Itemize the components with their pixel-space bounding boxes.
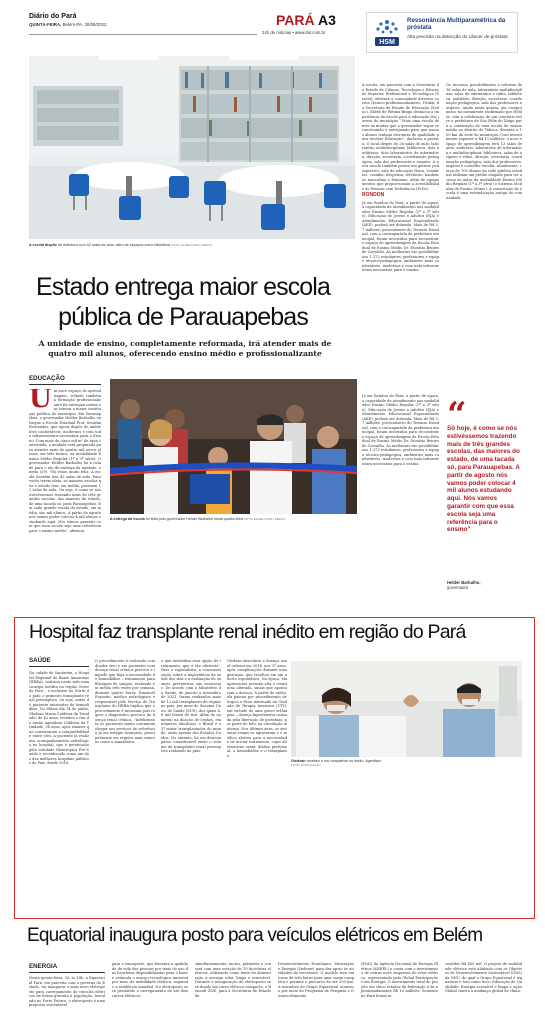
section-label bbox=[276, 12, 336, 28]
photo3-caption-text: recebeu o rim compatível do irmão, Agenilson bbox=[306, 759, 382, 763]
story1-col4b-cont-text: Já em Rondon do Pará, a partir de agora, a capacidade de atendimento nas modalidades Ensino Médio Regular (1º a 3º série), Educação de Jovens e Adultos (EJA) e Atendimento Educacional Especializado (AEE), poderá ser dobrada. Mais de R$ 3,7 milhões, provenientes do Tesouro Estadual, com a contrapartida da prefeitura municipal, foram investidos para reconstruir o espaço de aprendizagem da Escola Estadual de Ensino Médio Dr. Dionísio Bentes de Carvalho. As melhorias vão possibilitar aos 1.372 estudantes, professores e equipe técnico-pedagógica, ambientes mais confortáveis, modernos e com toda infraestrutura necessária para o ensino. bbox=[362, 394, 439, 466]
dateline bbox=[29, 22, 106, 27]
hsm-logo-text: HSM bbox=[379, 39, 395, 46]
dateline-rest: Belém-PA, 30/06/2022 bbox=[62, 22, 107, 27]
photo3-credit: FOTO: DIVULGAÇÃO bbox=[291, 763, 321, 767]
story1-col1-text: m novo espaço de aprendizagem, voltado também à formação profissionalizante foi entregue ontem e se tornou a maior instituição pública do município. Em Parauapebas, o governador Helder Barbalho entregue a Escola Estadual Prof. Serafim Fernandes, que agora dispõe de ambientes confortáveis, modernos e com toda infraestrutura necessária para o Ensino. Com mais de cinco mil m² de área construída, a unidade está preparada para atender mais de quatro mil novos alunos, em três turnos, na modalidade Ensino Médio Regular (1º a 3º série). O governador Helder Barbalho foi à cidade para o ato de entrega da unidade, ontem (29). "Eu estou muito feliz. A escola Serafim tem 42 salas de aula. Para vocês terem ideia, as maiores escolas que o estado tem, em média, possuem 12 salas de aula. Ou seja, é como se nós estivéssemos trazendo mais de três grandes escolas, das maiores do estado, de uma tacada só, para Parauapebas. Em cada grande escola do estado, em média, são mil alunos. A partir de agosto nós vamos poder colocar 4 mil alunos estudando aqui. Nós vamos garantir com que essa escola seja uma referência para o ensino médio", afirmou. bbox=[29, 389, 101, 533]
school-classroom-photo bbox=[29, 56, 355, 239]
photo3-caption bbox=[291, 759, 522, 767]
ribbon-cutting-photo bbox=[110, 379, 357, 514]
story1-col1 bbox=[29, 389, 101, 597]
story1-subhead-rondon: RONDON bbox=[362, 192, 385, 198]
story3-col3 bbox=[195, 962, 271, 1022]
story1-col4 bbox=[362, 83, 439, 389]
story2-col5-7 bbox=[291, 774, 522, 908]
story1-col4-text: A escola, em parceria com a Secretaria de Estado de Ciência, Tecnologia e Educação Superior, Profissional e Tecnológica (Sectet), ofertará a comunidade diversos cursos técnico-profissionalizantes. Titular da Secretaria de Estado de Educação (Seduc), Elieth de Fátima Braga destacou a importância da escola para a educação dos jovens do município. "Mais uma escola dentre as muitas que o governador segue reconstruindo e entregando para que nossos alunos tenham estrutura de qualidade para receber Educação", declarou a gestora. O local dispõe de 26 salas de aula, laboratório multidisciplinar, biblioteca, dois auditórios, dois laboratórios de informática, direção, secretaria, coordenação pedagógica, sala dos professores e arquivo. A nova escola também possui um ginásio poliesportivo, sala de educação física, vestiários, cozinha, despensa, refeitório, banheiros masculino e feminino, além de equipamentos que proporcionam a acessibilidade às Pessoas com Deficiência (PcDs). bbox=[362, 83, 439, 191]
story1-headline[interactable]: Estado entrega maior escola pública de Parauapebas bbox=[36, 273, 330, 331]
site-tagline: 24h de notícias • www.dol.com.br bbox=[262, 30, 326, 35]
story1-dropcap: U bbox=[29, 389, 52, 414]
transplant-illustration bbox=[291, 661, 522, 757]
ad-subtitle: Alta precisão na detecção do câncer de próstata bbox=[407, 34, 508, 39]
dateline-day: QUINTA-FEIRA, bbox=[29, 22, 62, 27]
photo1-caption-text: de estrutura com 42 salas de aula, além de espaços como biblioteca bbox=[57, 243, 171, 247]
story1-kicker-rule bbox=[29, 384, 101, 385]
story1-col4-cont bbox=[362, 394, 439, 597]
story2-col3-text: o que inviabiliza essa opção de tratamento, que é tão eficiente". Para o especialista, a conscientização sobre a importância da saúde dos rins e a realização de exames preventivos são essenciais. De acordo com o Ministério da Saúde, de janeiro a novembro de 2021, foram realizados mais de 12 mil transplantes de órgãos no país, por meio do Sistema Único de Saúde (SUS), dos quais 4,8 mil foram de rim. Além do aumento na doação de órgãos, em números absolutos, o Brasil é o 2º maior transplantador do mundo, atrás apenas dos Estados Unidos. No entanto, há um descompasso considerável entre o volume de transplante renal preemptivo realizado no país. bbox=[161, 659, 221, 753]
ad-title: Ressonância Multiparamétrica da próstata bbox=[407, 17, 506, 31]
photo2-credit: FOTO: ELISEU DIAS / SEDUC bbox=[243, 517, 286, 521]
photo1-credit: FOTO: ELISEU DIAS / SEDUC bbox=[171, 243, 213, 247]
section-name: PARÁ bbox=[276, 12, 315, 28]
photo2-caption-bold: A entrega da escola bbox=[110, 517, 145, 521]
story3-col3-text: simultaneamente, motos, patinetes e contará com uma estação de 10 bicicletas elétricas, utilizando como fonte de alimentação a energia solar, limpa e renovável. Durante a inauguração do eletroposto será doado um carro elétrico compacto, o Renault ZOE, para a Secretaria de Estado de bbox=[195, 962, 271, 998]
story2-col4 bbox=[227, 659, 287, 908]
pull-quote bbox=[447, 395, 522, 534]
quote-author: Helder Barbalho, bbox=[447, 580, 481, 585]
story3-col5 bbox=[361, 962, 438, 1022]
transplant-photo bbox=[291, 661, 522, 757]
classroom-illustration bbox=[29, 56, 355, 239]
story1-col5-text: Os recursos possibilitaram a reforma de 18 salas de aula, laboratório multidisciplinar, salas de informática e rádio, biblioteca, auditório, direção, secretaria, coordenação pedagógica, sala dos professores e arquivo. Ainda nesta quarta, um compromisso foi novamente reafirmado por Helder, com a celebração de um convênio entre a prefeitura de São Félix do Xingu para a construção de uma escola de ensino médio no distrito de Taboca, distante a 100 km da sede do município. Com investimento superior a R$ 11 milhões, o novo espaço de aprendizagem terá 12 salas de aula, auditório, laboratório de informática e multidisciplinar, biblioteca, salas de arquivo e vídeo, direção, secretaria, coordenação pedagógica, sala dos professores, arquivo e conselho escolar. Atualmente, cerca de 700 alunos da rede pública estadual utilizam um prédio alugado para ter acesso às aulas da modalidade Ensino Médio Regular (1º a 3º série) e Sistema Modular de Ensino (Some). A construção da escola é uma reivindicação antiga da comunidade. bbox=[446, 83, 522, 200]
photo3-caption-bold: Gledsan bbox=[291, 759, 306, 763]
page-number: A3 bbox=[318, 12, 336, 28]
story2-col2-text: O procedimento é realizado com doador vivo e em pacientes com doença renal crônica precoce e impede que haja a necessidade de hemodiálise – tratamento para filtragem do sangue, realizado em média três vezes por semana, durante quatro horas. Emanuel Esposito, médico nefrologista e responsável pelo Serviço de Transplante do HRBA explica que o procedimento é incomum pois requer o diagnóstico precoce da doença renal crônica. "Infelizmente os pacientes muito costumam chegar aos serviços de referência já em estágio avançado, principalmente em regiões mais remotas como a Amazônica, bbox=[95, 659, 155, 744]
story3-col6 bbox=[445, 962, 522, 1022]
photo2-caption bbox=[110, 517, 357, 521]
photo1-caption-bold: A escola dispõe bbox=[29, 243, 57, 247]
photo1-caption bbox=[29, 243, 355, 247]
hsm-logo-icon bbox=[373, 18, 401, 48]
story2-kicker-rule bbox=[29, 666, 89, 667]
header-rule bbox=[29, 34, 257, 35]
story1-kicker: EDUCAÇÃO bbox=[29, 375, 65, 382]
story1-col5 bbox=[446, 83, 522, 384]
story3-col2 bbox=[112, 962, 188, 1022]
ribbon-illustration bbox=[110, 379, 357, 514]
story2-headline[interactable]: Hospital faz transplante renal inédito em região do Pará bbox=[29, 621, 466, 643]
story2-col1-text: Na cidade de Santarém, o Hospital Regional do Baixo Amazonas (HRBA), realizou neste mês uma cirurgia inédita na região Oeste do Pará – e inclusive no Norte do país: o primeiro transplante renal preemptivo, ou seja, antes do paciente necessitar de hemodiálise. No último dia 14 de junho, Gledsan Maria Caldeira da Trindade, de 42 anos, recebeu o rim do irmão Agenilson Caldeira da Trindade, 36 anos, após exames que constataram a compatibilidade entre eles. A paciente já realizava acompanhamento nefrológico no hospital, que é gerenciado pela entidade filantrópica Pró-Saúde e reconhecido como um dos dez melhores hospitais públicos do País, desde 2016. bbox=[29, 671, 89, 765]
story2-col2 bbox=[95, 659, 155, 908]
masthead-block bbox=[29, 13, 106, 27]
story1-deck: A unidade de ensino, completamente reformada, irá atender mais de quatro mil alunos, oferecendo ensino médio e profissionalizante bbox=[38, 339, 332, 358]
story2-col1 bbox=[29, 671, 89, 908]
pull-quote-text: Só hoje, é como se nós estivéssemos trazendo mais de três grandes escolas, das maiores do estado, de uma tacada só, para Parauapebas. A partir de agosto nós vamos poder colocar 4 mil alunos estudando aqui. Nós vamos garantir com que essa escola seja uma referência para o ensino” bbox=[447, 425, 520, 534]
story3-headline[interactable]: Equatorial inaugura posto para veículos elétricos em Belém bbox=[27, 925, 483, 946]
story2-col3 bbox=[161, 659, 221, 908]
story3-col5-text: (P&D) da Agência Nacional de Energia Elétrica (ANEEL) e conta com o investimento de outras nove empresas do setor elétrico, representado pela Global Participações em Energia. O investimento total do projeto em cinco estados da federação é de aproximadamente R$ 10 milhões. Somente no Pará foram in- bbox=[361, 962, 438, 998]
paper-name: Diário do Pará bbox=[29, 13, 77, 20]
story3-col1-text: Nesta quinta-feira, 30, às 18h, a Equatorial Pará, em parceria com o governo do Estado, vai inaugurar o mais novo eletroposto para carregamento de veículos elétricos de forma gratuita à população. Instalado no Porto Futuro, o eletroposto é uma proposta sustentável bbox=[29, 976, 105, 1007]
story2-col4-text: Gledsan descobriu a doença renal crônica em 2016, aos 37 anos, após complicações durante uma gestação, que resultou em um aborto espontâneo. Na época, ela apresentou pressão alta e creatinina alterada, sinais que apontaram a doença. A partir de então, ela passou por procedimento cirúrgico e ficou internada na Unidade de Terapia Intensiva (UTI), em virtude de uma grave eclâmpsia – doença hipertensiva causada pela liberação de proteínas, por parte do feto, na circulação materna. Nos últimos anos, os sintomas renais se agravaram e o médico alertou para a necessidade de iniciar tratamento, cujas alternativas eram: diálise peritoneal, a hemodiálise e o transplante. bbox=[227, 659, 287, 758]
story3-col2-text: para o transporte, que fomenta a qualidade de vida das pessoas por meio do uso das bicicletas disponibilizadas para o lazer e estimula o avanço tecnológico nacional por meio da mobilidade elétrica, seguindo a tendência mundial. No eletroposto será permitido o carregamento de até dois carros elétricos bbox=[112, 962, 188, 998]
quote-mark-icon: “ bbox=[447, 395, 467, 435]
story3-kicker: ENERGIA bbox=[29, 963, 58, 970]
story3-col1 bbox=[29, 976, 105, 1022]
story3-kicker-rule bbox=[29, 972, 105, 973]
advertisement-hsm[interactable] bbox=[366, 12, 518, 53]
story3-col4-text: Desenvolvimento Econômico, Mineração e Energia (Sedeme) para dar apoio às atividades da secretaria. O modelo leva em torno de três horas para uma carga completa e permite o percurso de até 250 km. A iniciativa do Grupo Equatorial acontece por meio do Programa de Pesquisa e Desenvolvimento bbox=[278, 962, 354, 998]
quote-role: governador bbox=[447, 585, 469, 591]
story1-col2-4 bbox=[110, 525, 357, 597]
photo2-caption-text: foi feita pelo governador Helder Barbalho nesta quarta-feira bbox=[145, 517, 243, 521]
story3-col6-text: vestidos R$ 400 mil. O projeto de mobilidade elétrica está alinhado com os Objetivos de Desenvolvimento Sustentável (ODS) da ONU, do qual o Grupo Equatorial é signatário e tem como foco: Educação de Qualidade; Energia acessível e limpa e Ação Global contra a mudança global do clima. bbox=[445, 962, 522, 993]
story1-col4b-text: Já em Rondon do Pará, a partir de agora, a capacidade de atendimento nas modalidades Ensino Médio Regular (1º a 3º série), Educação de Jovens e Adultos (EJA) e Atendimento Educacional Especializado (AEE), poderá ser dobrada. Mais de R$ 3,7 milhões, provenientes do Tesouro Estadual, com a contrapartida da prefeitura municipal, foram investidos para reconstruir o espaço de aprendizagem da Escola Estadual de Ensino Médio Dr. Dionísio Bentes de Carvalho. As melhorias vão possibilitar aos 1.372 estudantes, professores e equipe técnico-pedagógica, ambientes mais confortáveis, modernos e com toda infraestrutura necessária para o ensino. bbox=[362, 200, 439, 272]
story2-kicker: SAÚDE bbox=[29, 657, 51, 664]
story3-col4 bbox=[278, 962, 354, 1022]
quote-attribution bbox=[447, 580, 481, 590]
